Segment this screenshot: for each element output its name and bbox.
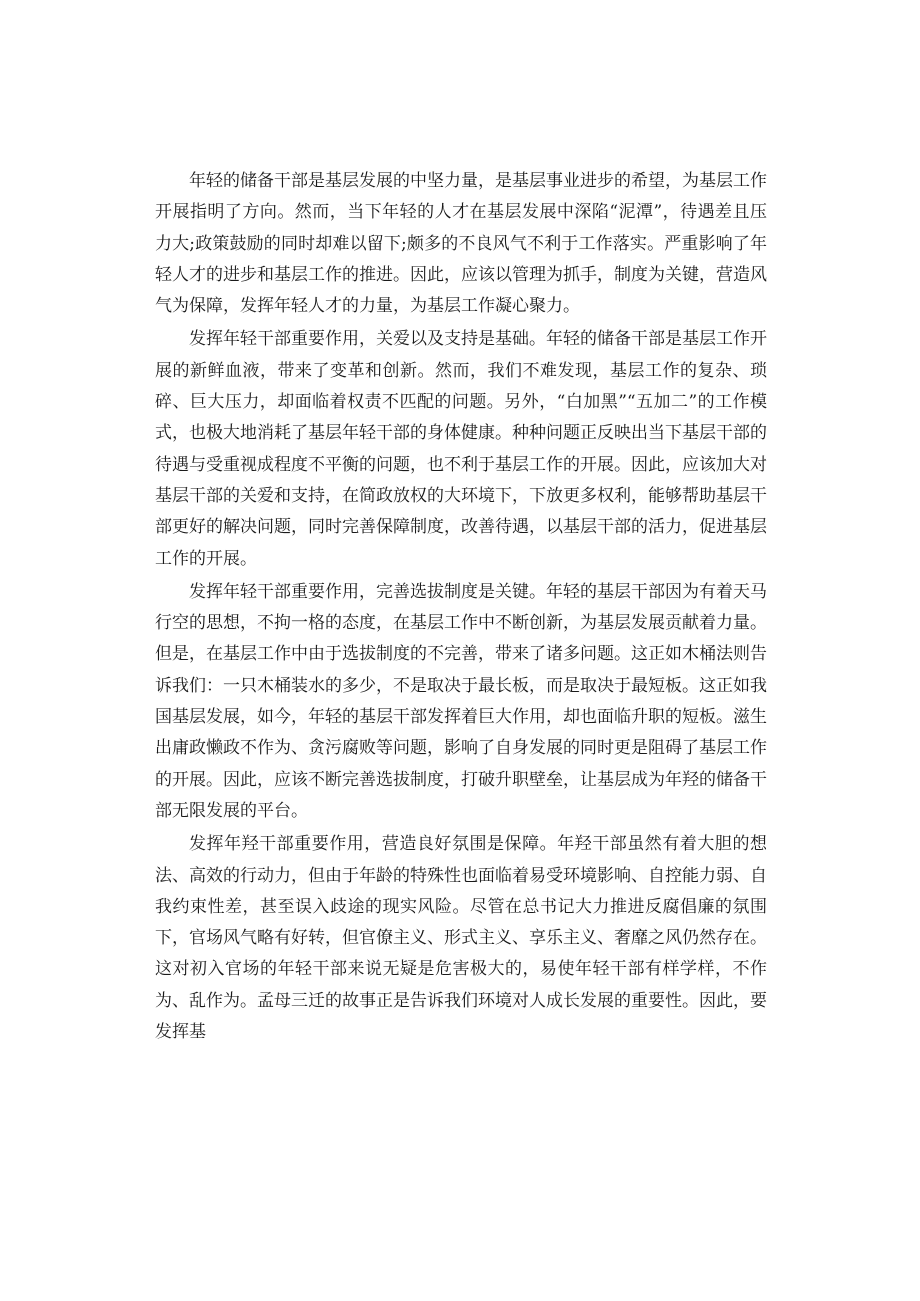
paragraph-3: 发挥年轻干部重要作用，完善选拔制度是关键。年轻的基层干部因为有着天马行空的思想，不拘一格的态度，在基层工作中不断创新，为基层发展贡献着力量。但是，在基层工作中由于选拔制度的不完善，带来了诸多问题。这正如木桶法则告诉我们：一只木桶装水的多少，不是取决于最长板，而是取决于最短板。这正如我国基层发展，如今，年轻的基层干部发挥着巨大作用，却也面临升职的短板。滋生出庸政懒政不作为、贪污腐败等问题，影响了自身发展的同时更是阻碍了基层工作的开展。因此，应该不断完善选拔制度，打破升职壁垒，让基层成为年羟的储备干部无限发展的平台。 (155, 581, 767, 821)
paragraph-1: 年轻的储备干部是基层发展的中坚力量，是基层事业进步的希望，为基层工作开展指明了方向。然而，当下年轻的人才在基层发展中深陷“泥潭”，待遇差且压力大;政策鼓励的同时却难以留下;颇多的不良风气不利于工作落实。严重影响了年轻人才的进步和基层工作的推进。因此，应该以管理为抓手，制度为关键，营造风气为保障，发挥年轻人才的力量，为基层工作凝心聚力。 (155, 171, 767, 317)
paragraph-2: 发挥年轻干部重要作用，关爱以及支持是基础。年轻的储备干部是基层工作开展的新鲜血液，带来了变革和创新。然而，我们不难发现，基层工作的复杂、琐碎、巨大压力，却面临着权责不匹配的问题。另外，“白加黑”“五加二”的工作模式，也极大地消耗了基层年轻干部的身体健康。种种问题正反映出当下基层干部的待遇与受重视成程度不平衡的问题，也不利于基层工作的开展。因此，应该加大对基层干部的关爱和支持，在简政放权的大环境下，下放更多权利，能够帮助基层干部更好的解决问题，同时完善保障制度，改善待遇，以基层干部的活力，促进基层工作的开展。 (155, 329, 767, 569)
paragraph-4: 发挥年羟干部重要作用，营造良好氛围是保障。年羟干部虽然有着大胆的想法、高效的行动力，但由于年龄的特殊性也面临着易受环境影响、自控能力弱、自我约束性差，甚至误入歧途的现实风险。尽管在总书记大力推进反腐倡廉的氛围下，官场风气略有好转，但官僚主义、形式主义、享乐主义、奢靡之风仍然存在。这对初入官场的年轻干部来说无疑是危害极大的，易使年轻干部有样学样，不作为、乱作为。孟母三迁的故事正是告诉我们环境对人成长发展的重要性。因此，要发挥基 (155, 834, 767, 1043)
document-body (155, 166, 767, 1050)
